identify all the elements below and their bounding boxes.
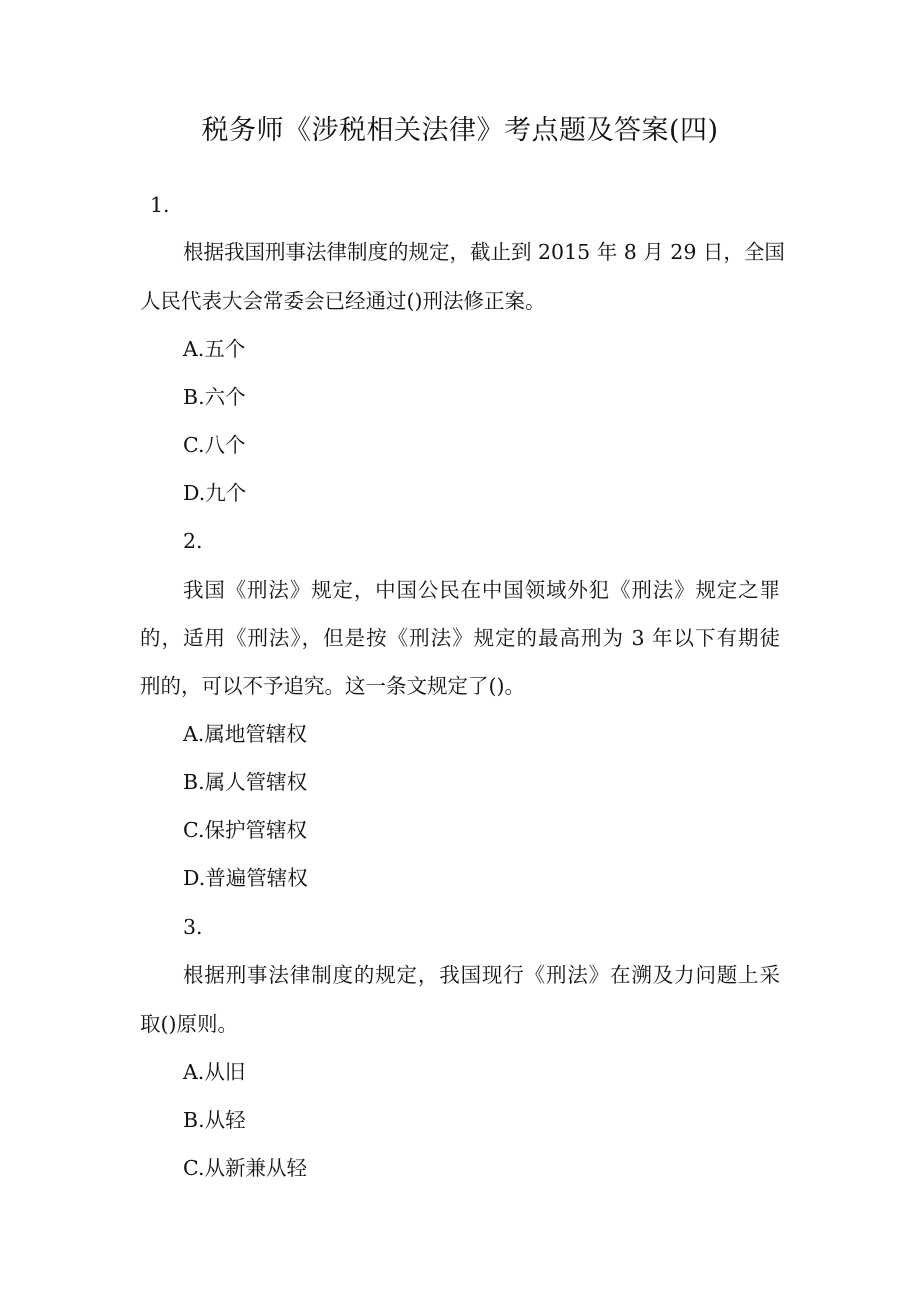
answer-option: C.从新兼从轻 (183, 1156, 307, 1180)
answer-option: C.保护管辖权 (183, 818, 307, 842)
question-number: 1. (150, 193, 170, 217)
question-stem-line: 的，适用《刑法》，但是按《刑法》规定的最高刑为 3 年以下有期徒 (140, 626, 780, 650)
answer-option: B.六个 (183, 385, 246, 409)
question-stem-line: 刑的，可以不予追究。这一条文规定了()。 (140, 674, 525, 698)
document-title: 税务师《涉税相关法律》考点题及答案(四) (201, 115, 719, 146)
answer-option: A.五个 (183, 337, 246, 361)
answer-option: A.从旧 (183, 1060, 246, 1084)
question-stem-line: 根据刑事法律制度的规定，我国现行《刑法》在溯及力问题上采 (183, 963, 780, 987)
answer-option: B.从轻 (183, 1108, 246, 1132)
answer-option: C.八个 (183, 433, 246, 457)
question-stem-line: 取()原则。 (140, 1012, 238, 1036)
question-stem-line: 人民代表大会常委会已经通过()刑法修正案。 (140, 289, 546, 313)
question-stem-line: 我国《刑法》规定，中国公民在中国领域外犯《刑法》规定之罪 (183, 578, 780, 602)
question-stem-line: 根据我国刑事法律制度的规定，截止到 2015 年 8 月 29 日，全国 (183, 240, 785, 264)
question-number: 2. (183, 529, 203, 553)
question-number: 3. (183, 915, 203, 939)
answer-option: A.属地管辖权 (183, 722, 307, 746)
answer-option: D.普遍管辖权 (183, 866, 308, 890)
answer-option: B.属人管辖权 (183, 770, 308, 794)
answer-option: D.九个 (183, 481, 247, 505)
